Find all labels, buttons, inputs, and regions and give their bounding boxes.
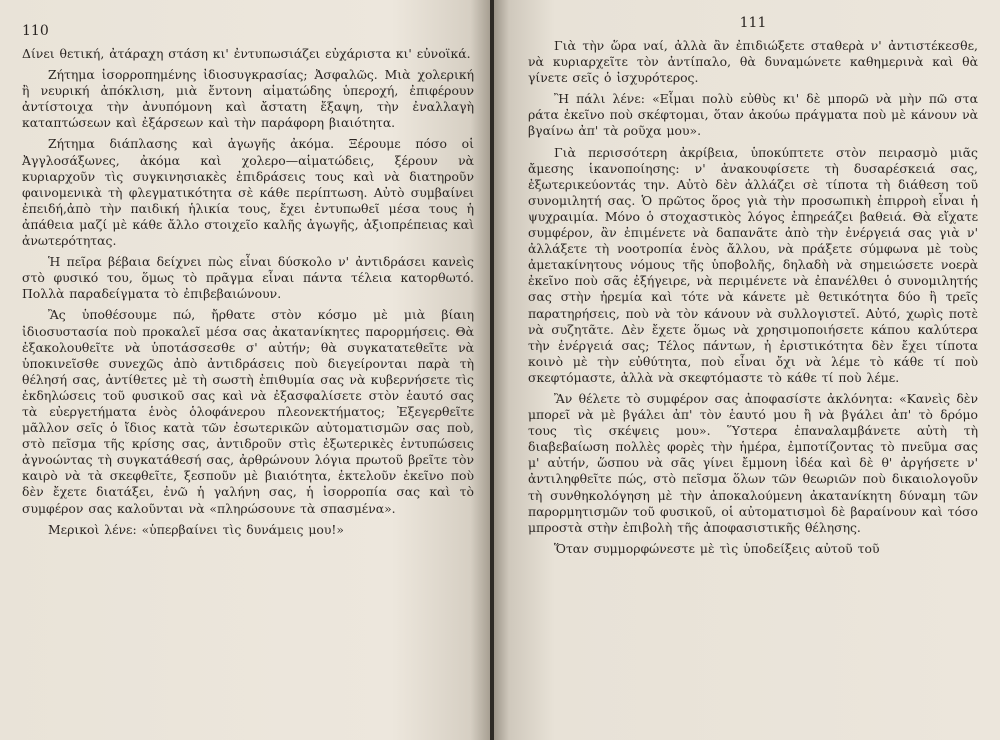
right-paragraph-1: Γιὰ τὴν ὥρα ναί, ἀλλὰ ἂν ἐπιδιώξετε σταθερὰ ν' ἀντιστέκεσθε, νὰ κυριαρχεῖτε τὸν ἀντίπαλο, θὰ δυναμώνετε καθημερινὰ καὶ θὰ γίνετε σεῖς ὁ ἰσχυρότερος. <box>528 38 978 86</box>
left-page-number: 110 <box>22 23 49 39</box>
right-paragraph-5: Ὅταν συμμορφώνεστε μὲ τὶς ὑποδείξεις αὐτοῦ τοῦ <box>554 540 880 556</box>
left-paragraph-3: Ζήτημα διάπλασης καὶ ἀγωγῆς ἀκόμα. Ξέρουμε πόσο οἱ Ἀγγλοσάξωνες, ἀκόμα καὶ χολερο—αἱματώδεις, ξέρουν νὰ κυριαρχοῦν τὶς συγκινησιακὲς ἐπιδράσεις τους καὶ νὰ διατηροῦν φαινομενικὰ τὴ φλεγματικότητα σὲ κάθε περίπτωση. Αὐτὸ συμβαίνει ἐπειδή,ἀπὸ τὴν παιδική ἡλικία τους, ἔχει ἐντυπωθεῖ μέσα τους ἡ ἀπάθεια μαζί μὲ κάθε ἄλλο στοιχεῖο καλῆς ἀγωγῆς, ἀξιοπρέπειας καὶ ἀνωτερότητας. <box>22 136 474 249</box>
right-paragraph-2: Ἢ πάλι λένε: «Εἶμαι πολὺ εὐθὺς κι' δὲ μπορῶ νὰ μὴν πῶ στα ράτα ἐκεῖνο ποὺ σκέφτομαι, ὅταν ἀκούω πράγματα ποὺ μὲ κάνουν νὰ βγαίνω ἀπ' τὰ ροῦχα μου». <box>528 91 978 139</box>
right-paragraph-3: Γιὰ περισσότερη ἀκρίβεια, ὑποκύπτετε στὸν πειρασμὸ μιᾶς ἄμεσης ἱκανοποίησης: ν' ἀνακουφίσετε τὴ δυσαρέσκειά σας, ἐξωτερικεύοντάς την. Αὐτὸ δὲν ἀλλάζει σὲ τίποτα τὴ διάθεση τοῦ συνομιλητή σας. Ὁ πρῶτος ὅρος γιὰ τὴν προσωπικὴ ἐπιρροὴ εἶναι ἡ ψυχραιμία. Μόνο ὁ στοχαστικὸς λόγος ἐπηρεάζει βαθειά. Θὰ εἴχατε συμφέρον, ἂν ἐπιμένετε νὰ δαπανᾶτε ἀπὸ τὴν ἐνέργειά σας γιὰ ν' ἀλλάξετε τὴ νοοτροπία ἑνὸς ἄλλου, νὰ πράξετε σύμφωνα μὲ τοὺς ἀμετακίνητους νόμους τῆς ὑποβολῆς, δηλαδὴ νὰ σημειώσετε νοερὰ ἐκεῖνο ποὺ σᾶς ἐξήγειρε, νὰ περιμένετε νὰ ἐπανέλθει ὁ συνομιλητής σας στὴν ἠρεμία καὶ τότε νὰ κάνετε μὲ θετικότητα δύο ἢ τρεῖς παρατηρήσεις, ποὺ νὰ τὸν κάνουν νὰ συλλογιστεῖ. Αὐτό, χωρὶς ποτὲ νὰ συζητᾶτε. Δὲν ἔχετε ὅμως νὰ χρησιμοποιήσετε κάπου καλύτερα τὴν ἐνέργειά σας; Τέλος πάντων, ἡ ἐριστικότητα δὲν ἔχει τίποτα κοινὸ μὲ τὴν εὐθύτητα, ποὺ εἶναι ὄχι νὰ λέμε τὸ κάθε τί ποὺ σκεφτόμαστε, ἀλλὰ νὰ σκεφτόμαστε τὸ κάθε τί ποὺ λέμε. <box>528 144 978 385</box>
left-paragraph-1: Δίνει θετική, ἀτάραχη στάση κι' ἐντυπωσιάζει εὐχάριστα κι' εὐνοϊκά. <box>22 46 471 61</box>
left-page <box>0 0 490 740</box>
left-paragraph-6: Μερικοὶ λένε: «ὑπερβαίνει τὶς δυνάμεις μου!» <box>48 521 344 537</box>
left-paragraph-4: Ἡ πεῖρα βέβαια δείχνει πὼς εἶναι δύσκολο ν' ἀντιδράσει κανεὶς στὸ φυσικό του, ὅμως τὸ πρᾶγμα εἶναι πάντα τέλεια κατορθωτό. Πολλὰ παραδείγματα τὸ ἐπιβεβαιώνουν. <box>22 254 474 302</box>
right-page <box>494 0 1000 740</box>
left-paragraph-2: Ζήτημα ἰσορροπημένης ἰδιοσυγκρασίας; Ἀσφαλῶς. Μιὰ χολερική ἢ νευρική ἀπόκλιση, μιὰ ἔντονη αἱματώδης ὑπεροχή, ἐπιφέρουν ἀντίστοιχα τὴν ἀνυπόμονη καὶ ἄστατη ἔξαψη, τὴν ἐναλλαγὴ καταπτώσεων καὶ ἐξάρσεων καὶ τὴν παράφορη βιαιότητα. <box>22 67 474 131</box>
right-paragraph-4: Ἂν θέλετε τὸ συμφέρον σας ἀποφασίστε ἀκλόνητα: «Κανεὶς δὲν μπορεῖ νὰ μὲ βγάλει ἀπ' τὸν ἑαυτό μου ἢ νὰ βγάλει ἀπ' τὸ δρόμο τους τὶς σκέψεις μου». Ὕστερα ἐπαναλαμβάνετε αὐτὴ τὴ διαβεβαίωση πολλὲς φορὲς τὴν ἡμέρα, ἐμποτίζοντας τὸ πνεῦμα σας μ' αὐτήν, ὥσπου νὰ σᾶς γίνει ἔμμονη ἰδέα καὶ δὲ θ' ἀργήσετε ν' ἀντιληφθεῖτε πώς, στὸ πεῖσμα ὅλων τῶν θεωριῶν ποὺ δικαιολογοῦν τὴ συνθηκολόγηση μὲ τὴν ἀποκαλούμενη ἀκατανίκητη δύναμη τῶν παρορμητισμῶν τοῦ φυσικοῦ, οἱ αὐτοματισμοὶ δὲ βαραίνουν καὶ τόσο μπροστὰ στὴν ἐπιβολὴ τῆς ἀποφασιστικῆς θέλησης. <box>528 390 978 535</box>
right-page-number: 111 <box>739 15 767 31</box>
left-paragraph-5: Ἂς ὑποθέσουμε πώ, ἤρθατε στὸν κόσμο μὲ μιὰ βίαιη ἰδιοσυστασία ποὺ προκαλεῖ μέσα σας ἀκατανίκητες παρορμήσεις. Θὰ ἐξακολουθεῖτε νὰ ὑποτάσσεσθε σ' αὐτήν; θὰ συγκατατεθεῖτε νὰ ὑποκινεῖσθε συνεχῶς ἀπὸ ἀντιδράσεις ποὺ διεγείρονται παρὰ τὴ θέλησή σας, ἀντίθετες μὲ τὴ σωστὴ ἐπιθυμία σας νὰ κυβερνήσετε τὶς ἐκδηλώσεις τοῦ φυσικοῦ σας καὶ νὰ ἐξασφαλίσετε στὸν ἑαυτό σας τὰ εὐεργετήματα ἑνὸς ὁλοφάνερου πλεονεκτήματος; Ἐξεγερθεῖτε μᾶλλον σεῖς ὁ ἴδιος κατὰ τῶν ἐσωτερικῶν αὐτοματισμῶν σας ποὺ, στὸ πεῖσμα τῆς κρίσης σας, ἀντιδροῦν στὶς ἐξωτερικὲς ἐντυπώσεις ἀγνοώντας τὴ συγκατάθεσή σας, ἀρθρώνουν λόγια πρωτοῦ βρεῖτε τὸν καιρὸ νὰ τὰ σκεφθεῖτε, ξεσποῦν μὲ βιαιότητα, ἐκτελοῦν ἐκεῖνο ποὺ δὲν ἔχετε διατάξει, ἐνῶ ἡ γαλήνη σας, ἡ ἰσορροπία σας καὶ τὸ συμφέρον σας καλοῦνται νὰ «πληρώσουνε τὰ σπασμένα». <box>22 307 474 516</box>
